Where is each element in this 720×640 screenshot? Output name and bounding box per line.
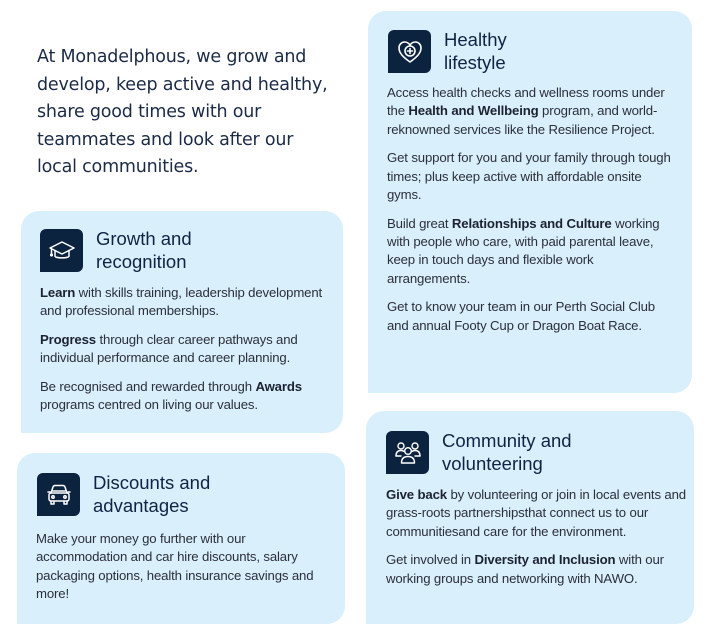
card-title-line: volunteering bbox=[442, 453, 543, 474]
paragraph-text: by volunteering or join in local events and grass-roots partnershipsthat connect us to our communitiesand care for the environment. bbox=[386, 487, 686, 539]
card-title bbox=[444, 28, 507, 74]
bold-term: Progress bbox=[40, 332, 96, 348]
card-title-line: lifestyle bbox=[444, 52, 506, 73]
bold-term: Give back bbox=[386, 487, 447, 502]
paragraph-give-back bbox=[386, 486, 686, 541]
intro-text: At Monadelphous, we grow and develop, keep active and healthy, share good times with our teammates and look after our local communities. bbox=[37, 47, 328, 177]
people-group-icon bbox=[386, 431, 429, 474]
card-title-line: advantages bbox=[93, 495, 189, 516]
card-body bbox=[36, 530, 331, 614]
paragraph-support bbox=[387, 149, 677, 204]
card-body bbox=[40, 284, 330, 425]
paragraph-learn bbox=[40, 284, 330, 321]
paragraph-text: Get support for you and your family through tough times; plus keep active with affordable onsite gyms. bbox=[387, 150, 671, 202]
paragraph-text: through clear career pathways and individual performance and career planning. bbox=[40, 332, 298, 366]
card-healthy-lifestyle bbox=[368, 11, 692, 393]
card-growth-and-recognition bbox=[21, 211, 343, 433]
paragraph-text: with our working groups and networking with NAWO. bbox=[386, 552, 664, 586]
paragraph-health-checks bbox=[387, 84, 677, 139]
paragraph-progress bbox=[40, 331, 330, 368]
paragraph-text: Be recognised and rewarded through bbox=[40, 379, 256, 395]
paragraph-text: Get involved in bbox=[386, 552, 475, 568]
car-icon bbox=[37, 473, 80, 516]
card-header bbox=[40, 229, 192, 273]
bold-term: Awards bbox=[255, 379, 302, 395]
card-title bbox=[96, 227, 192, 273]
paragraph-text: with skills training, leadership development and professional memberships. bbox=[40, 285, 323, 319]
bold-term: Diversity and Inclusion bbox=[474, 552, 616, 568]
paragraph-text: program, and world-reknowned services like the Resilience Project. bbox=[387, 103, 658, 137]
bold-term: Relationships and Culture bbox=[451, 215, 612, 231]
graduation-cap-icon bbox=[40, 229, 83, 272]
paragraph-text: Build great bbox=[387, 215, 452, 231]
paragraph-awards bbox=[40, 378, 330, 415]
card-title-line: recognition bbox=[96, 251, 187, 272]
card-body bbox=[387, 84, 677, 346]
paragraph-discounts bbox=[36, 530, 331, 603]
card-header bbox=[386, 431, 572, 475]
card-title bbox=[442, 429, 572, 475]
paragraph-relationships bbox=[387, 215, 677, 288]
heart-plus-icon bbox=[388, 30, 431, 73]
paragraph-social-club bbox=[387, 298, 677, 335]
paragraph-text: working with people who care, with paid parental leave, keep in touch days and flexible work arrangements. bbox=[387, 215, 660, 286]
card-title-line: Community and bbox=[442, 430, 572, 451]
card-body bbox=[386, 486, 686, 598]
card-community-and-volunteering bbox=[366, 411, 694, 624]
paragraph-text: Make your money go further with our accommodation and car hire discounts, salary packaging options, health insurance savings and more! bbox=[36, 531, 314, 601]
card-discounts-and-advantages bbox=[17, 453, 345, 624]
card-header bbox=[37, 473, 210, 517]
bold-term: Health and Wellbeing bbox=[408, 103, 539, 119]
card-title-line: Growth and bbox=[96, 228, 192, 249]
card-title-line: Discounts and bbox=[93, 472, 211, 493]
paragraph-diversity bbox=[386, 551, 686, 588]
card-header bbox=[388, 30, 507, 74]
paragraph-text: Access health checks and wellness rooms under the bbox=[387, 85, 665, 119]
bold-term: Learn bbox=[40, 285, 76, 300]
card-title-line: Healthy bbox=[444, 29, 507, 50]
paragraph-text: programs centred on living our values. bbox=[40, 397, 258, 413]
card-title bbox=[93, 471, 210, 517]
paragraph-text: Get to know your team in our Perth Social Club and annual Footy Cup or Dragon Boat Race. bbox=[387, 299, 655, 333]
